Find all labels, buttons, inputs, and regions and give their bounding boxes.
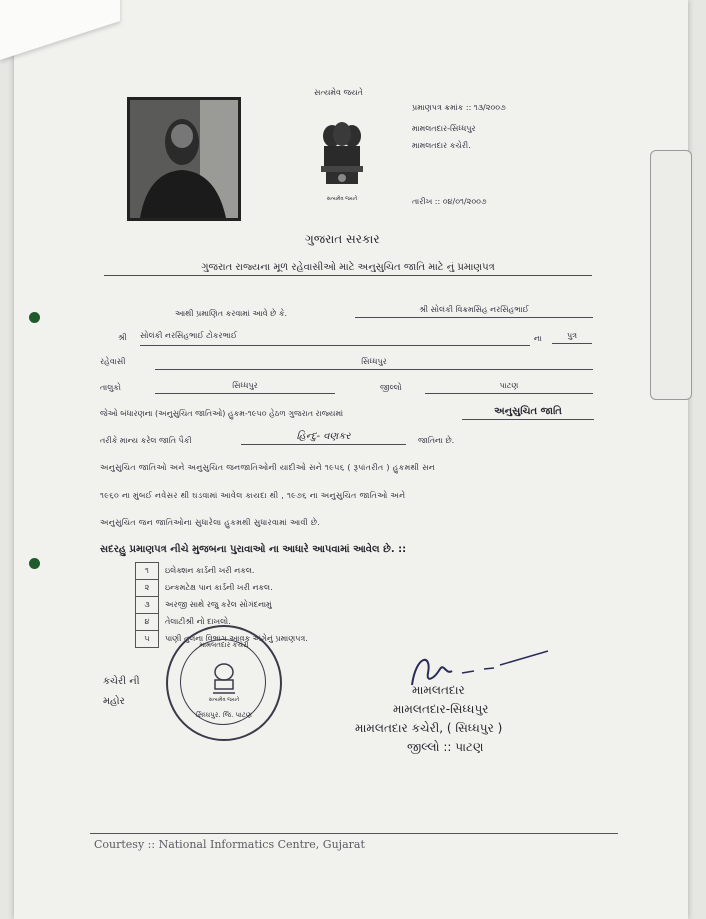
father-name: સોલંકી નરસિંહભાઈ ટોકરભાઈ: [140, 331, 530, 346]
office-seal-label: કચેરી ની મહોર: [103, 676, 140, 707]
evidence-number: ૧: [136, 563, 159, 580]
certify-label: આથી પ્રમાણિત કરવામાં આવે છે કે.: [175, 309, 288, 318]
holder-name: શ્રી સોલંકી વિક્રમસિંહ નરસિંહભાઈ: [355, 305, 593, 318]
seal-center-text: સત્યમેવ જયતે: [208, 697, 240, 703]
footer-rule: [90, 833, 618, 834]
evidence-number: ૫: [136, 631, 159, 648]
district-label: જીલ્લો: [380, 383, 402, 392]
officer-designation: મામલતદાર: [412, 683, 465, 697]
father-prefix: શ્રી: [118, 333, 127, 342]
evidence-text: તેલાટીશ્રી નો દાખલો.: [165, 617, 231, 626]
holder-photo-image: [130, 100, 238, 218]
office-line-2: મામલતદાર કચેરી.: [412, 141, 471, 150]
evidence-heading: સદરહુ પ્રમાણપત્ર નીચે મુજબના પુરાવાઓ ના આધારે આપવામાં આવેલ છે. ::: [100, 544, 407, 555]
issue-date: તારીખ :: ૦૪/૦૧/૨૦૦૭: [412, 197, 487, 206]
caste-handwritten: હિન્દુ- વણકર: [241, 431, 406, 445]
taluka-value: સિધ્ધપુર: [155, 381, 335, 394]
evidence-text: અરજી સાથે રજુ કરેલ સોગંદનામું: [165, 600, 272, 609]
officer-district: જીલ્લો :: પાટણ: [407, 740, 484, 754]
binder-tab: [650, 150, 692, 400]
list-item: [136, 580, 309, 597]
recognized-caste-label: તરીકે માન્ય કરેલ જાતિ પૈકી: [100, 436, 192, 445]
office-seal: [166, 625, 282, 741]
officer-office-line-2: મામલતદાર કચેરી, ( સિધ્ધપુર ): [355, 721, 503, 735]
certificate-title: ગુજરાત રાજ્યના મૂળ રહેવાસીઓ માટે અનુસુચિત જાતિ માટે નું પ્રમાણપત્ર: [104, 262, 592, 276]
holder-photo: [127, 97, 241, 221]
evidence-number: ૩: [136, 597, 159, 614]
evidence-number: ૨: [136, 580, 159, 597]
certificate-number: પ્રમાણપત્ર ક્રમાંક :: ૧૩/૨૦૦૭: [412, 103, 506, 112]
relation-value: પુત્ર: [552, 331, 592, 344]
government-title: ગુજરાત સરકાર: [305, 232, 380, 246]
list-item: [136, 597, 309, 614]
taluka-label: તાલુકો: [100, 383, 121, 392]
constitution-order-text: જેઓ બંધારણના (અનુસુચિત જાતિઓ) હુકમ-૧૯૫૦ હેઠળ ગુજરાત રાજ્યમાં: [100, 409, 344, 418]
evidence-number: ૪: [136, 614, 159, 631]
footer-courtesy: Courtesy :: National Informatics Centre, Gujarat: [94, 838, 365, 851]
evidence-text: ઇન્કમટેક્ષ પાન કાર્ડની ખરી નકલ.: [165, 583, 273, 592]
evidence-text: ઇલેક્શન કાર્ડની ખરી નકલ.: [165, 566, 255, 575]
seal-emblem-icon: [208, 663, 240, 701]
relation-label: ના: [534, 334, 542, 343]
punch-hole-lower: [29, 558, 40, 569]
national-emblem: [316, 120, 368, 202]
seal-ring-bottom: સિધ્ધપુર. જિ. પાટણ: [196, 711, 252, 719]
paragraph-line-1: અનુસુચિત જાતિઓ અને અનુસુચિત જનજાતિઓની યાદીઓ સને ૧૯૫૬ ( રૂપાંતરીત ) હુકમથી સન: [100, 463, 436, 472]
resident-label: રહેવાસી: [100, 357, 126, 366]
motto-text: સત્યમેવ જયતે: [314, 88, 363, 97]
caste-suffix: જાતિના છે.: [418, 436, 455, 445]
punch-hole-upper: [29, 312, 40, 323]
emblem-caption: સત્યમેવ જયતે: [326, 196, 358, 202]
seal-ring-top: મામલતદાર કચેરી: [199, 641, 249, 649]
evidence-text: પાણી તુલના વિભાગ આવક અંગેનું પ્રમાણપત્ર.: [165, 634, 308, 643]
resident-value: સિધ્ધપુર: [155, 357, 593, 370]
officer-office-line-1: મામલતદાર-સિધ્ધપુર: [393, 702, 489, 716]
paragraph-line-2: ૧૯૬૦ ના મુંબઈ નવેસર થી ઘડવામાં આવેલ કાયદા થી , ૧૯૭૬ ના અનુસુચિત જાતિઓ અને: [100, 491, 406, 500]
office-line-1: મામલતદાર-સિધ્ધપુર: [412, 124, 476, 133]
paragraph-line-3: અનુસુચિત જન જાતિઓના સુધારેલા હુકમથી સુધારવામાં આવી છે.: [100, 518, 321, 527]
district-value: પાટણ: [425, 381, 593, 394]
list-item: [136, 563, 309, 580]
scheduled-caste-value: અનુસુચિત જાતિ: [462, 406, 594, 420]
lion-capital-icon: [316, 120, 368, 192]
